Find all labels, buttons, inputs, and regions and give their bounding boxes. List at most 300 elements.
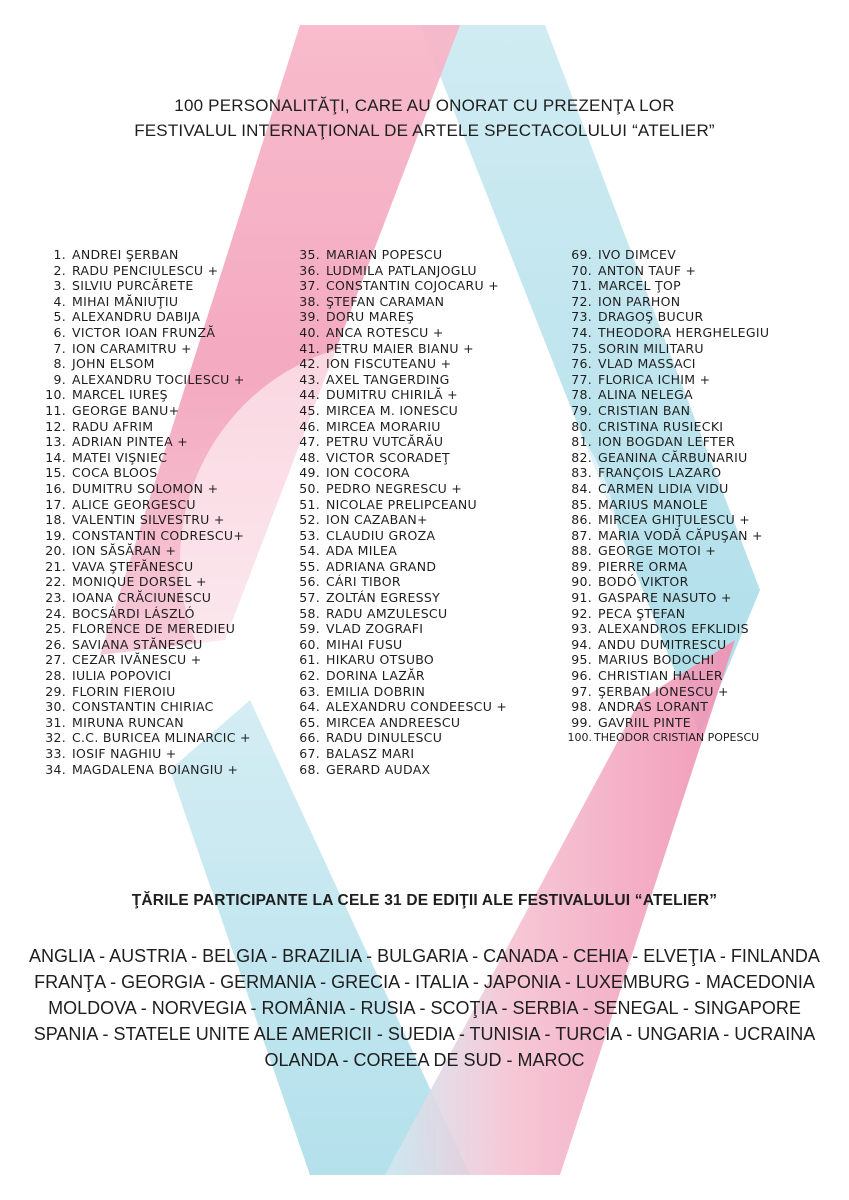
list-item-number: 77. <box>571 371 592 387</box>
list-item-name: CONSTANTIN CHIRIAC <box>72 699 214 715</box>
list-item <box>290 263 507 279</box>
list-item-number: 15. <box>45 465 66 481</box>
list-item-name: CÁRI TIBOR <box>326 574 401 590</box>
list-item-number: 1. <box>53 247 66 262</box>
list-item-name: SORIN MILITARU <box>598 340 704 356</box>
list-item <box>290 247 507 263</box>
list-item-name: MARCEL IUREŞ <box>72 387 168 403</box>
list-item <box>564 465 769 481</box>
list-item-number: 26. <box>45 636 66 652</box>
list-item <box>564 543 769 559</box>
list-item-number: 55. <box>299 558 320 574</box>
countries-line: MOLDOVA - NORVEGIA - ROMÂNIA - RUSIA - SCOŢIA - SERBIA - SENEGAL - SINGAPORE <box>48 998 801 1018</box>
list-item-number: 63. <box>299 683 320 699</box>
list-item-name: FLORICA ICHIM + <box>598 371 711 387</box>
list-item-name: MIRUNA RUNCAN <box>72 714 184 730</box>
list-item-number: 48. <box>299 449 320 465</box>
list-item-name: ANDU DUMITRESCU <box>598 636 727 652</box>
list-item-name: ION CAZABAN+ <box>326 512 428 528</box>
list-item-number: 72. <box>571 293 592 309</box>
list-item-name: VICTOR IOAN FRUNZĂ <box>72 324 216 340</box>
list-item-name: MIRCEA MORARIU <box>326 418 441 434</box>
countries-line: OLANDA - COREEA DE SUD - MAROC <box>264 1050 585 1070</box>
list-item-number: 30. <box>45 699 66 715</box>
list-item-number: 58. <box>299 605 320 621</box>
list-item-name: GAVRIIL PINTE <box>598 714 691 730</box>
list-item <box>38 512 251 528</box>
list-item-name: SAVIANA STĂNESCU <box>72 636 203 652</box>
list-item <box>290 356 507 372</box>
list-item-name: HIKARU OTSUBO <box>326 652 435 668</box>
list-item-number: 35. <box>299 247 320 262</box>
list-item-number: 2. <box>53 262 66 278</box>
list-item-number: 86. <box>571 512 592 528</box>
list-item <box>38 699 251 715</box>
list-item <box>38 684 251 700</box>
list-item-number: 25. <box>45 621 66 637</box>
list-item-name: MIRCEA M. IONESCU <box>326 402 459 418</box>
list-item-name: CONSTANTIN COJOCARU + <box>326 278 500 294</box>
list-item <box>564 606 769 622</box>
list-item-number: 10. <box>45 387 66 403</box>
list-item <box>290 309 507 325</box>
list-item-name: PEDRO NEGRESCU + <box>326 480 463 496</box>
list-item-number: 62. <box>299 668 320 684</box>
list-item <box>290 325 507 341</box>
list-item <box>38 387 251 403</box>
list-item-number: 84. <box>571 480 592 496</box>
list-item-number: 13. <box>45 434 66 450</box>
countries-heading: ŢĂRILE PARTICIPANTE LA CELE 31 DE EDIŢII ALE FESTIVALULUI “ATELIER” <box>131 892 718 909</box>
list-item-number: 9. <box>53 371 66 387</box>
list-item <box>564 356 769 372</box>
list-item <box>290 652 507 668</box>
list-item <box>290 278 507 294</box>
list-item-number: 85. <box>571 496 592 512</box>
list-item-name: BODÓ VIKTOR <box>598 574 689 590</box>
list-item-number: 56. <box>299 574 320 590</box>
list-item <box>290 730 507 746</box>
list-item-name: PECA ŞTEFAN <box>598 605 686 621</box>
list-item <box>564 387 769 403</box>
list-item-name: ION SĂSĂRAN + <box>72 543 177 559</box>
list-item-name: MARIAN POPESCU <box>326 247 443 262</box>
list-item <box>564 278 769 294</box>
list-item-number: 83. <box>571 465 592 481</box>
list-item <box>564 309 769 325</box>
list-item-name: ALICE GEORGESCU <box>72 496 196 512</box>
list-item <box>564 621 769 637</box>
list-item-number: 68. <box>299 761 320 777</box>
list-item-name: BOCSÁRDI LÁSZLÓ <box>72 605 195 621</box>
list-item-name: SILVIU PURCĂRETE <box>72 278 194 294</box>
list-item-number: 29. <box>45 683 66 699</box>
list-item <box>38 621 251 637</box>
list-item <box>290 481 507 497</box>
list-item <box>290 512 507 528</box>
list-item <box>38 481 251 497</box>
list-item <box>290 528 507 544</box>
list-item <box>290 637 507 653</box>
list-item <box>38 668 251 684</box>
list-item-name: DORU MAREŞ <box>326 309 415 325</box>
list-item-name: MARCEL ŢOP <box>598 278 681 294</box>
list-item <box>290 668 507 684</box>
list-item-number: 11. <box>45 402 66 418</box>
list-item <box>38 434 251 450</box>
list-item-number: 12. <box>45 418 66 434</box>
list-item-name: NICOLAE PRELIPCEANU <box>326 496 477 512</box>
list-item <box>38 309 251 325</box>
list-item <box>38 450 251 466</box>
list-item <box>290 341 507 357</box>
list-item-number: 73. <box>571 309 592 325</box>
list-item <box>38 746 251 762</box>
list-item-name: FLORIN FIEROIU <box>72 683 176 699</box>
list-item-number: 97. <box>571 683 592 699</box>
list-item-number: 37. <box>299 278 320 294</box>
list-item <box>290 387 507 403</box>
list-item-name: ION BOGDAN LEFTER <box>598 434 736 450</box>
list-item <box>564 263 769 279</box>
list-item-number: 3. <box>53 278 66 294</box>
list-item-number: 43. <box>299 371 320 387</box>
list-item-number: 51. <box>299 496 320 512</box>
list-item-number: 69. <box>571 247 592 262</box>
list-item <box>38 465 251 481</box>
list-item-name: RADU DINULESCU <box>326 730 443 746</box>
list-item <box>290 574 507 590</box>
list-item-name: CARMEN LIDIA VIDU <box>598 480 729 496</box>
list-item-number: 47. <box>299 434 320 450</box>
list-item-number: 61. <box>299 652 320 668</box>
list-item-name: LUDMILA PATLANJOGLU <box>326 262 477 278</box>
list-item-name: IOANA CRĂCIUNESCU <box>72 590 212 606</box>
list-item-number: 19. <box>45 527 66 543</box>
list-item-name: ŞTEFAN CARAMAN <box>326 293 445 309</box>
page-title-line-1: 100 PERSONALITĂŢI, CARE AU ONORAT CU PREZENŢA LOR <box>174 96 675 115</box>
personalities-column-1 <box>38 247 251 777</box>
list-item-number: 82. <box>571 449 592 465</box>
list-item-number: 94. <box>571 636 592 652</box>
list-item <box>564 590 769 606</box>
list-item-name: CLAUDIU GROZA <box>326 527 436 543</box>
list-item-name: FLORENCE DE MEREDIEU <box>72 621 236 637</box>
list-item-name: GERARD AUDAX <box>326 761 431 777</box>
list-item-number: 22. <box>45 574 66 590</box>
list-item-name: ALEXANDROS EFKLIDIS <box>598 621 749 637</box>
list-item <box>564 652 769 668</box>
list-item <box>38 341 251 357</box>
list-item-number: 45. <box>299 402 320 418</box>
list-item <box>38 528 251 544</box>
list-item-number: 74. <box>571 324 592 340</box>
list-item-number: 17. <box>45 496 66 512</box>
list-item-number: 44. <box>299 387 320 403</box>
list-item-number: 34. <box>45 761 66 777</box>
list-item <box>38 730 251 746</box>
list-item-name: ION FISCUTEANU + <box>326 356 452 372</box>
list-item <box>290 294 507 310</box>
list-item-number: 49. <box>299 465 320 481</box>
list-item-name: MATEI VIŞNIEC <box>72 449 168 465</box>
countries-line: ANGLIA - AUSTRIA - BELGIA - BRAZILIA - BULGARIA - CANADA - CEHIA - ELVEŢIA - FINLANDA <box>29 946 820 966</box>
list-item-number: 24. <box>45 605 66 621</box>
list-item <box>564 528 769 544</box>
list-item <box>290 465 507 481</box>
list-item-name: ADA MILEA <box>326 543 398 559</box>
list-item <box>290 746 507 762</box>
list-item-number: 100. <box>567 731 592 745</box>
list-item-number: 42. <box>299 356 320 372</box>
list-item <box>38 590 251 606</box>
list-item-number: 5. <box>53 309 66 325</box>
list-item-number: 38. <box>299 293 320 309</box>
list-item-name: MARIA VODĂ CĂPUŞAN + <box>598 527 763 543</box>
list-item-number: 50. <box>299 480 320 496</box>
list-item-name: GEANINA CĂRBUNARIU <box>598 449 748 465</box>
personalities-column-2 <box>290 247 507 777</box>
list-item-number: 6. <box>53 324 66 340</box>
list-item-number: 36. <box>299 262 320 278</box>
list-item-name: VAVA ŞTEFĂNESCU <box>72 558 194 574</box>
list-item-number: 33. <box>45 746 66 761</box>
list-item-name: ZOLTÁN EGRESSY <box>326 590 441 606</box>
list-item-name: FRANÇOIS LAZARO <box>598 465 722 481</box>
list-item-number: 32. <box>45 730 66 746</box>
list-item <box>290 434 507 450</box>
list-item-number: 89. <box>571 558 592 574</box>
list-item-name: ALEXANDRU DABIJA <box>72 309 201 325</box>
list-item-number: 60. <box>299 636 320 652</box>
list-item <box>290 419 507 435</box>
countries-line: SPANIA - STATELE UNITE ALE AMERICII - SUEDIA - TUNISIA - TURCIA - UNGARIA - UCRAINA <box>33 1024 816 1044</box>
list-item-name: RADU AMZULESCU <box>326 605 448 621</box>
list-item <box>564 512 769 528</box>
list-item-number: 23. <box>45 590 66 606</box>
list-item-name: CEZAR IVĂNESCU + <box>72 652 202 668</box>
list-item <box>564 574 769 590</box>
list-item-name: GEORGE MOTOI + <box>598 543 717 559</box>
list-item-name: ALEXANDRU CONDEESCU + <box>326 699 508 715</box>
list-item-name: IOSIF NAGHIU + <box>72 746 177 761</box>
list-item <box>564 684 769 700</box>
list-item-name: THEODORA HERGHELEGIU <box>598 324 770 340</box>
list-item-name: VLAD ZOGRAFI <box>326 621 424 637</box>
list-item-name: RADU PENCIULESCU + <box>72 262 219 278</box>
list-item-number: 14. <box>45 449 66 465</box>
list-item-name: MIHAI MĂNIUŢIU <box>72 293 179 309</box>
list-item-name: ANCA ROTESCU + <box>326 324 444 340</box>
list-item <box>290 450 507 466</box>
list-item <box>564 419 769 435</box>
list-item-name: VICTOR SCORADEŢ <box>326 449 450 465</box>
list-item <box>564 403 769 419</box>
list-item-name: ION CARAMITRU + <box>72 340 192 356</box>
list-item-number: 59. <box>299 621 320 637</box>
list-item-number: 31. <box>45 714 66 730</box>
personalities-column-3 <box>564 247 769 746</box>
list-item-name: ŞERBAN IONESCU + <box>598 683 729 699</box>
list-item <box>290 684 507 700</box>
list-item <box>38 497 251 513</box>
list-item-number: 67. <box>299 746 320 761</box>
list-item <box>38 715 251 731</box>
list-item-number: 79. <box>571 402 592 418</box>
list-item-number: 57. <box>299 590 320 606</box>
list-item <box>38 543 251 559</box>
list-item-number: 91. <box>571 590 592 606</box>
list-item-number: 7. <box>53 340 66 356</box>
list-item-name: VALENTIN SILVESTRU + <box>72 512 225 528</box>
list-item <box>564 294 769 310</box>
list-item-number: 81. <box>571 434 592 450</box>
list-item-name: PIERRE ORMA <box>598 558 688 574</box>
list-item-name: MAGDALENA BOIANGIU + <box>72 761 239 777</box>
list-item <box>290 497 507 513</box>
list-item-number: 21. <box>45 558 66 574</box>
list-item-name: ALINA NELEGA <box>598 387 694 403</box>
list-item-name: RADU AFRIM <box>72 418 154 434</box>
list-item <box>564 481 769 497</box>
list-item-number: 92. <box>571 605 592 621</box>
list-item-number: 87. <box>571 527 592 543</box>
list-item-number: 4. <box>53 293 66 309</box>
list-item <box>564 325 769 341</box>
list-item-name: ANDREI ŞERBAN <box>72 247 179 262</box>
list-item <box>564 668 769 684</box>
list-item-name: MONIQUE DORSEL + <box>72 574 207 590</box>
list-item-name: ALEXANDRU TOCILESCU + <box>72 371 245 387</box>
list-item <box>564 497 769 513</box>
list-item-name: MARIUS BODOCHI <box>598 652 715 668</box>
list-item-number: 65. <box>299 714 320 730</box>
list-item-name: CRISTIAN BAN <box>598 402 691 418</box>
list-item <box>38 652 251 668</box>
list-item-name: ADRIANA GRAND <box>326 558 437 574</box>
list-item-number: 99. <box>571 714 592 730</box>
list-item-name: BALASZ MARI <box>326 746 415 761</box>
list-item-name: PETRU MAIER BIANU + <box>326 340 474 356</box>
list-item-number: 64. <box>299 699 320 715</box>
list-item <box>290 762 507 778</box>
list-item <box>38 559 251 575</box>
list-item-name: MIRCEA ANDREESCU <box>326 714 461 730</box>
list-item-name: JOHN ELSOM <box>72 356 155 372</box>
list-item-number: 52. <box>299 512 320 528</box>
list-item <box>564 715 769 731</box>
list-item <box>564 372 769 388</box>
list-item-number: 98. <box>571 699 592 715</box>
list-item-name: DORINA LAZĂR <box>326 668 425 684</box>
list-item-number: 8. <box>53 356 66 372</box>
list-item-number: 95. <box>571 652 592 668</box>
list-item-name: THEODOR CRISTIAN POPESCU <box>594 731 760 745</box>
list-item-number: 90. <box>571 574 592 590</box>
list-item <box>38 372 251 388</box>
list-item <box>290 699 507 715</box>
list-item-number: 88. <box>571 543 592 559</box>
list-item-name: COCA BLOOS <box>72 465 158 481</box>
list-item-number: 46. <box>299 418 320 434</box>
list-item-name: AXEL TANGERDING <box>326 371 450 387</box>
list-item <box>290 590 507 606</box>
list-item <box>290 372 507 388</box>
list-item <box>38 325 251 341</box>
list-item <box>38 263 251 279</box>
list-item <box>38 419 251 435</box>
list-item <box>564 341 769 357</box>
list-item-number: 40. <box>299 324 320 340</box>
list-item <box>290 715 507 731</box>
list-item <box>38 278 251 294</box>
list-item-name: DUMITRU SOLOMON + <box>72 480 219 496</box>
list-item <box>564 450 769 466</box>
list-item-name: VLAD MASSACI <box>598 356 696 372</box>
list-item-number: 93. <box>571 621 592 637</box>
list-item-number: 18. <box>45 512 66 528</box>
list-item-name: IVO DIMCEV <box>598 247 677 262</box>
list-item <box>564 434 769 450</box>
list-item <box>38 762 251 778</box>
list-item <box>290 621 507 637</box>
list-item-number: 71. <box>571 278 592 294</box>
list-item-name: CRISTINA RUSIECKI <box>598 418 724 434</box>
list-item-name: GASPARE NASUTO + <box>598 590 732 606</box>
list-item <box>38 403 251 419</box>
list-item-number: 80. <box>571 418 592 434</box>
list-item-name: ION PARHON <box>598 293 681 309</box>
list-item <box>564 730 769 746</box>
list-item-number: 16. <box>45 480 66 496</box>
list-item <box>290 606 507 622</box>
list-item-number: 41. <box>299 340 320 356</box>
list-item <box>290 559 507 575</box>
list-item-number: 75. <box>571 340 592 356</box>
list-item-name: MIHAI FUSU <box>326 636 403 652</box>
list-item-number: 96. <box>571 668 592 684</box>
list-item <box>290 403 507 419</box>
list-item-number: 53. <box>299 527 320 543</box>
list-item-name: DRAGOŞ BUCUR <box>598 309 704 325</box>
list-item-name: CONSTANTIN CODRESCU+ <box>72 527 245 543</box>
list-item-number: 70. <box>571 262 592 278</box>
list-item-name: ANDRAS LORANT <box>598 699 709 715</box>
countries-line: FRANŢA - GEORGIA - GERMANIA - GRECIA - ITALIA - JAPONIA - LUXEMBURG - MACEDONIA <box>34 972 815 992</box>
list-item-number: 54. <box>299 543 320 559</box>
list-item <box>38 247 251 263</box>
list-item <box>564 247 769 263</box>
list-item-name: PETRU VUTCĂRĂU <box>326 434 444 450</box>
list-item <box>38 637 251 653</box>
list-item-name: IULIA POPOVICI <box>72 668 172 684</box>
list-item-number: 39. <box>299 309 320 325</box>
list-item-name: ION COCORA <box>326 465 410 481</box>
list-item-name: EMILIA DOBRIN <box>326 683 426 699</box>
list-item <box>38 574 251 590</box>
list-item-name: ANTON TAUF + <box>598 262 697 278</box>
list-item <box>38 606 251 622</box>
list-item <box>564 559 769 575</box>
list-item-name: MIRCEA GHIŢULESCU + <box>598 512 751 528</box>
list-item-name: CHRISTIAN HALLER <box>598 668 723 684</box>
list-item <box>38 356 251 372</box>
list-item-name: C.C. BURICEA MLINARCIC + <box>72 730 251 746</box>
list-item-number: 78. <box>571 387 592 403</box>
list-item-name: GEORGE BANU+ <box>72 402 180 418</box>
list-item-number: 27. <box>45 652 66 668</box>
list-item <box>564 699 769 715</box>
